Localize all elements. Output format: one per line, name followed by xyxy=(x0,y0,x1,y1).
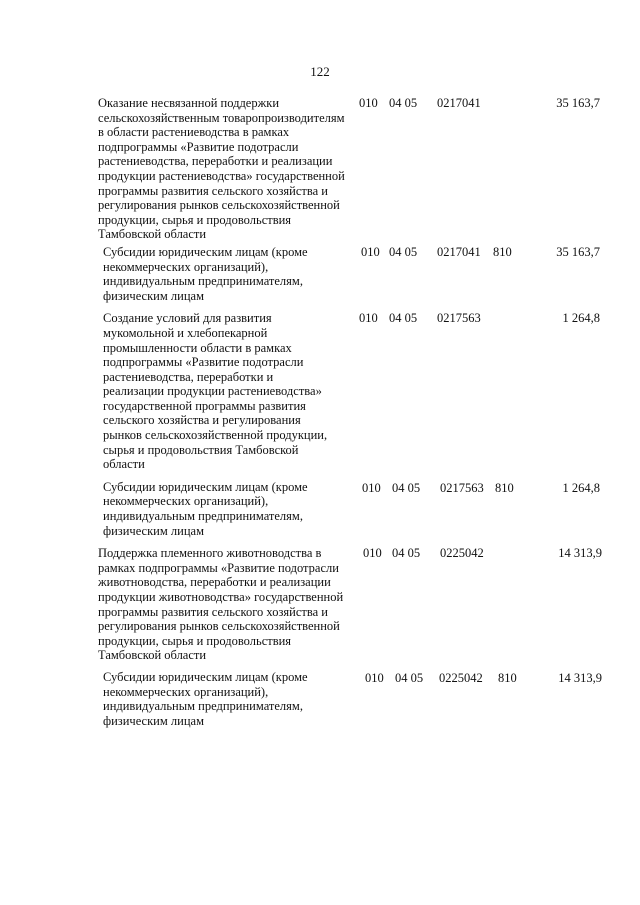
target-code: 0217563 xyxy=(440,480,484,495)
ministry-code: 010 xyxy=(363,546,382,561)
row-description: Субсидии юридическим лицам (кроме некоммерческих организаций), индивидуальным предпринимателям, физическим лицам xyxy=(103,669,308,728)
section-code: 04 05 xyxy=(389,244,418,259)
expense-type-code: 810 xyxy=(495,480,514,495)
page-number: 122 xyxy=(310,64,330,79)
table-row xyxy=(0,670,640,728)
row-description: Оказание несвязанной поддержки сельскохозяйственным товаропроизводителям в области растениеводства в рамках подпрограммы «Развитие подотрасли растениеводства, переработки и реализации продукции растениеводства» государственной программы развития сельского хозяйства и регулирования рынков сельскохозяйственной продукции, сырья и продовольствия Тамбовской области xyxy=(98,96,345,242)
table-row xyxy=(0,96,640,242)
row-description: Субсидии юридическим лицам (кроме некоммерческих организаций), индивидуальным предпринимателям, физическим лицам xyxy=(103,479,308,538)
table-row xyxy=(0,311,640,472)
expense-type-code: 810 xyxy=(493,244,512,259)
amount: 14 313,9 xyxy=(558,670,602,685)
target-code: 0217041 xyxy=(437,244,481,259)
ministry-code: 010 xyxy=(359,311,378,326)
target-code: 0217041 xyxy=(437,96,481,110)
table-row xyxy=(0,480,640,538)
ministry-code: 010 xyxy=(361,244,380,259)
amount: 1 264,8 xyxy=(562,311,600,326)
target-code: 0225042 xyxy=(439,670,483,685)
section-code: 04 05 xyxy=(389,311,418,326)
row-description: Субсидии юридическим лицам (кроме некоммерческих организаций), индивидуальным предпринимателям, физическим лицам xyxy=(103,244,308,303)
section-code: 04 05 xyxy=(395,670,424,685)
section-code: 04 05 xyxy=(392,546,421,561)
target-code: 0225042 xyxy=(440,546,484,561)
section-code: 04 05 xyxy=(392,480,421,495)
amount: 14 313,9 xyxy=(558,546,602,561)
table-row xyxy=(0,245,640,303)
expense-type-code: 810 xyxy=(498,670,517,685)
ministry-code: 010 xyxy=(359,96,378,110)
budget-table xyxy=(0,96,640,728)
row-description: Создание условий для развития мукомольной и хлебопекарной промышленности области в рамках подпрограммы «Развитие подотрасли растениеводства, переработки и реализации продукции растениеводства» государственной программы развития сельского хозяйства и регулирования рынков сельскохозяйственной продукции, сырья и продовольствия Тамбовской области xyxy=(103,311,328,472)
ministry-code: 010 xyxy=(362,480,381,495)
amount: 35 163,7 xyxy=(556,244,600,259)
row-description: Поддержка племенного животноводства в рамках подпрограммы «Развитие подотрасли животноводства, переработки и реализации продукции животноводства» государственной программы развития сельского хозяйства и регулирования рынков сельскохозяйственной продукции, сырья и продовольствия Тамбовской области xyxy=(98,546,344,663)
amount: 1 264,8 xyxy=(562,480,600,495)
section-code: 04 05 xyxy=(389,96,418,110)
ministry-code: 010 xyxy=(365,670,384,685)
table-row xyxy=(0,546,640,663)
amount: 35 163,7 xyxy=(556,96,600,110)
target-code: 0217563 xyxy=(437,311,481,326)
